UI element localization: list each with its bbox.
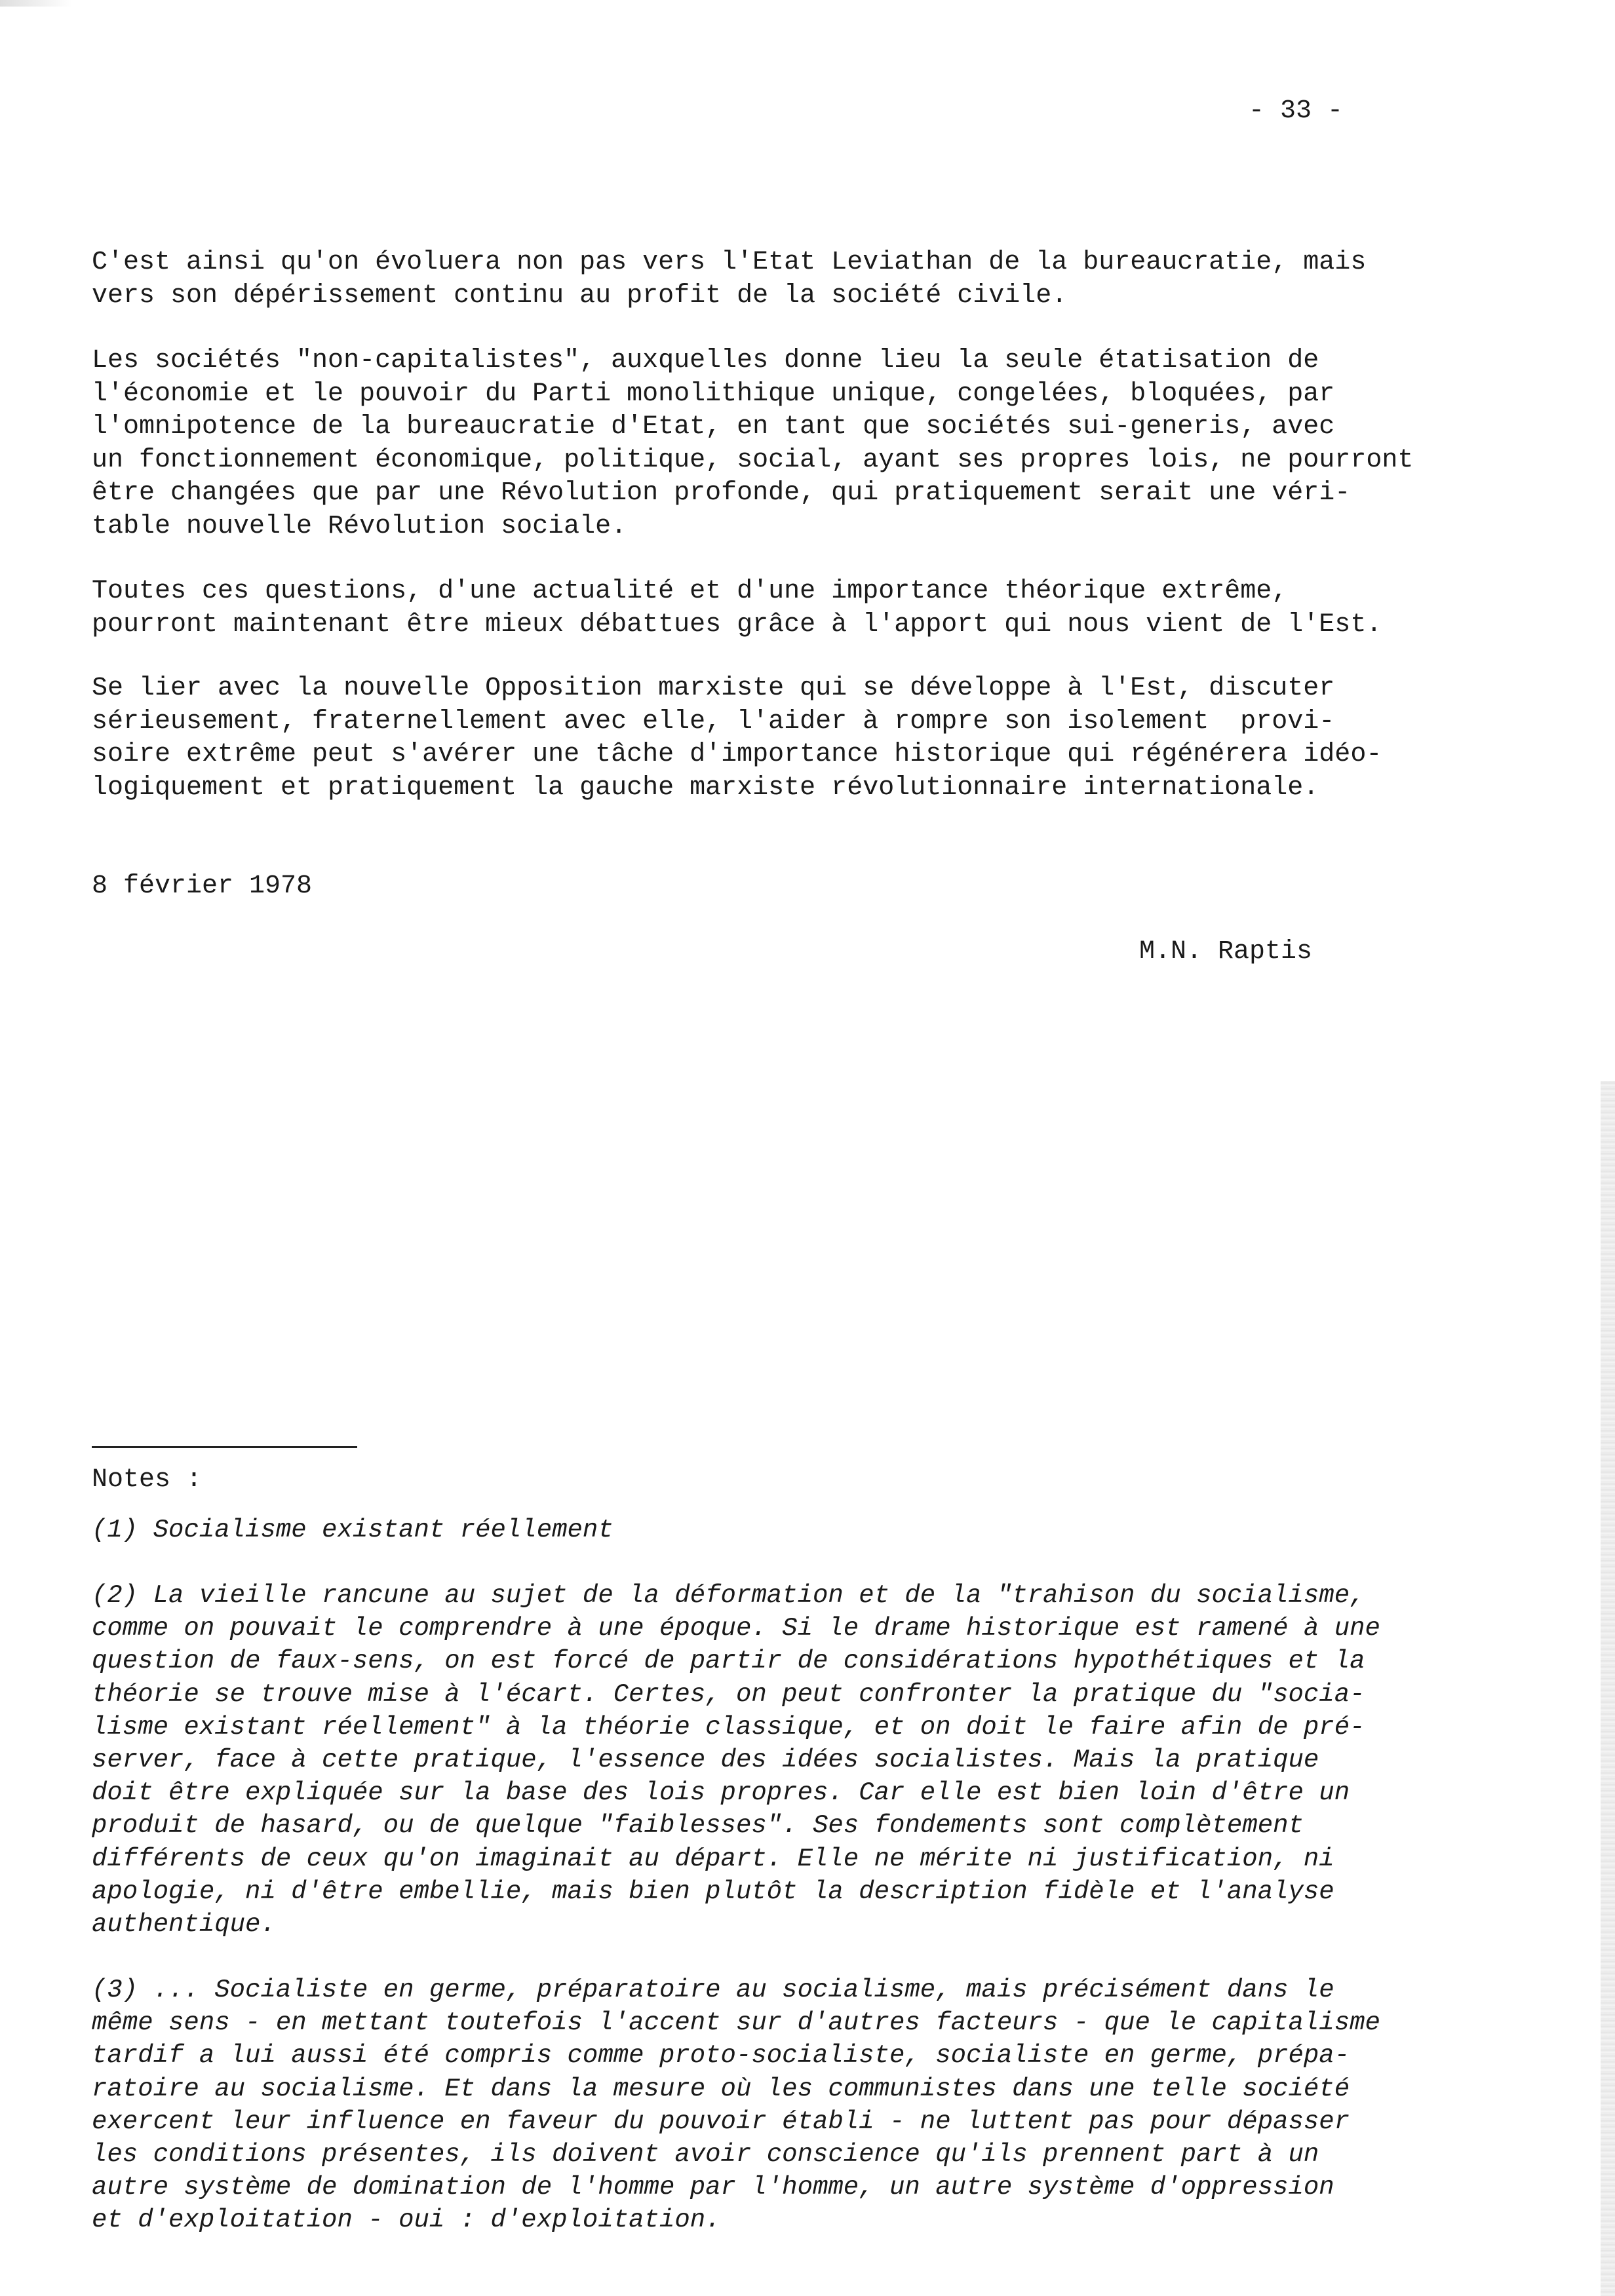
note-line: produit de hasard, ou de quelque "faiblesses". Ses fondements sont complètement bbox=[92, 1811, 1304, 1841]
scan-artifact bbox=[0, 0, 72, 7]
paragraph-2 bbox=[92, 345, 1501, 543]
note-line: doit être expliquée sur la base des lois propres. Car elle est bien loin d'être un bbox=[92, 1778, 1350, 1808]
footnote-1 bbox=[92, 1514, 1501, 1546]
text-line: vers son dépérissement continu au profit de la société civile. bbox=[92, 280, 1068, 311]
note-line: question de faux-sens, on est forcé de partir de considérations hypothétiques et la bbox=[92, 1647, 1365, 1676]
notes-heading: Notes : bbox=[92, 1465, 203, 1495]
footnote-3 bbox=[92, 1974, 1501, 2237]
text-line: pourront maintenant être mieux débattues grâce à l'apport qui nous vient de l'Est. bbox=[92, 609, 1382, 640]
text-line: Se lier avec la nouvelle Opposition marxiste qui se développe à l'Est, discuter bbox=[92, 674, 1335, 703]
text-line: C'est ainsi qu'on évoluera non pas vers l'Etat Leviathan de la bureaucratie, mais bbox=[92, 248, 1367, 277]
footnote-divider bbox=[92, 1446, 357, 1448]
text-line: Toutes ces questions, d'une actualité et d'une importance théorique extrême, bbox=[92, 577, 1288, 606]
note-line: même sens - en mettant toutefois l'accent sur d'autres facteurs - que le capitalisme bbox=[92, 2008, 1380, 2038]
text-line: sérieusement, fraternellement avec elle, l'aider à rompre son isolement provi- bbox=[92, 706, 1335, 737]
author-signature: M.N. Raptis bbox=[1139, 937, 1313, 966]
scan-edge-artifact bbox=[1601, 1081, 1615, 2296]
text-line: logiquement et pratiquement la gauche marxiste révolutionnaire internationale. bbox=[92, 773, 1319, 803]
text-line: soire extrême peut s'avérer une tâche d'importance historique qui régénérera idéo- bbox=[92, 740, 1382, 769]
paragraph-1 bbox=[92, 246, 1501, 313]
note-line: exercent leur influence en faveur du pouvoir établi - ne luttent pas pour dépasser bbox=[92, 2107, 1350, 2136]
paragraph-4 bbox=[92, 672, 1501, 805]
paragraph-3 bbox=[92, 575, 1501, 641]
note-line: lisme existant réellement" à la théorie classique, et on doit le faire afin de pré- bbox=[92, 1712, 1365, 1742]
note-line: tardif a lui aussi été compris comme proto-socialiste, socialiste en germe, prépa- bbox=[92, 2041, 1350, 2071]
text-line: l'économie et le pouvoir du Parti monolithique unique, congelées, bloquées, par bbox=[92, 379, 1335, 409]
note-line: autre système de domination de l'homme par l'homme, un autre système d'oppression bbox=[92, 2173, 1334, 2202]
note-line: server, face à cette pratique, l'essence des idées socialistes. Mais la pratique bbox=[92, 1746, 1319, 1775]
text-line: table nouvelle Révolution sociale. bbox=[92, 511, 627, 541]
note-line: (1) Socialisme existant réellement bbox=[92, 1516, 613, 1544]
note-line: comme on pouvait le comprendre à une époque. Si le drame historique est ramené à une bbox=[92, 1614, 1380, 1643]
text-line: Les sociétés "non-capitalistes", auxquelles donne lieu la seule étatisation de bbox=[92, 346, 1319, 375]
page-number: - 33 - bbox=[1249, 96, 1344, 126]
note-line: les conditions présentes, ils doivent avoir conscience qu'ils prennent part à un bbox=[92, 2140, 1319, 2170]
note-line: théorie se trouve mise à l'écart. Certes, on peut confronter la pratique du "socia- bbox=[92, 1679, 1365, 1709]
document-date: 8 février 1978 bbox=[92, 871, 313, 901]
note-line: (3) ... Socialiste en germe, préparatoire au socialisme, mais précisément dans le bbox=[92, 1976, 1334, 2004]
note-line: apologie, ni d'être embellie, mais bien plutôt la description fidèle et l'analyse bbox=[92, 1877, 1334, 1906]
note-line: ratoire au socialisme. Et dans la mesure où les communistes dans une telle société bbox=[92, 2074, 1350, 2103]
note-line: différents de ceux qu'on imaginait au départ. Elle ne mérite ni justification, ni bbox=[92, 1844, 1334, 1873]
text-line: un fonctionnement économique, politique, social, ayant ses propres lois, ne pourront bbox=[92, 445, 1414, 475]
footnote-2 bbox=[92, 1579, 1501, 1941]
text-line: être changées que par une Révolution profonde, qui pratiquement serait une véri- bbox=[92, 478, 1351, 508]
note-line: (2) La vieille rancune au sujet de la déformation et de la "trahison du socialisme, bbox=[92, 1581, 1365, 1610]
note-line: et d'exploitation - oui : d'exploitation. bbox=[92, 2206, 721, 2235]
note-line: authentique. bbox=[92, 1910, 276, 1940]
text-line: l'omnipotence de la bureaucratie d'Etat, en tant que sociétés sui-generis, avec bbox=[92, 412, 1335, 442]
